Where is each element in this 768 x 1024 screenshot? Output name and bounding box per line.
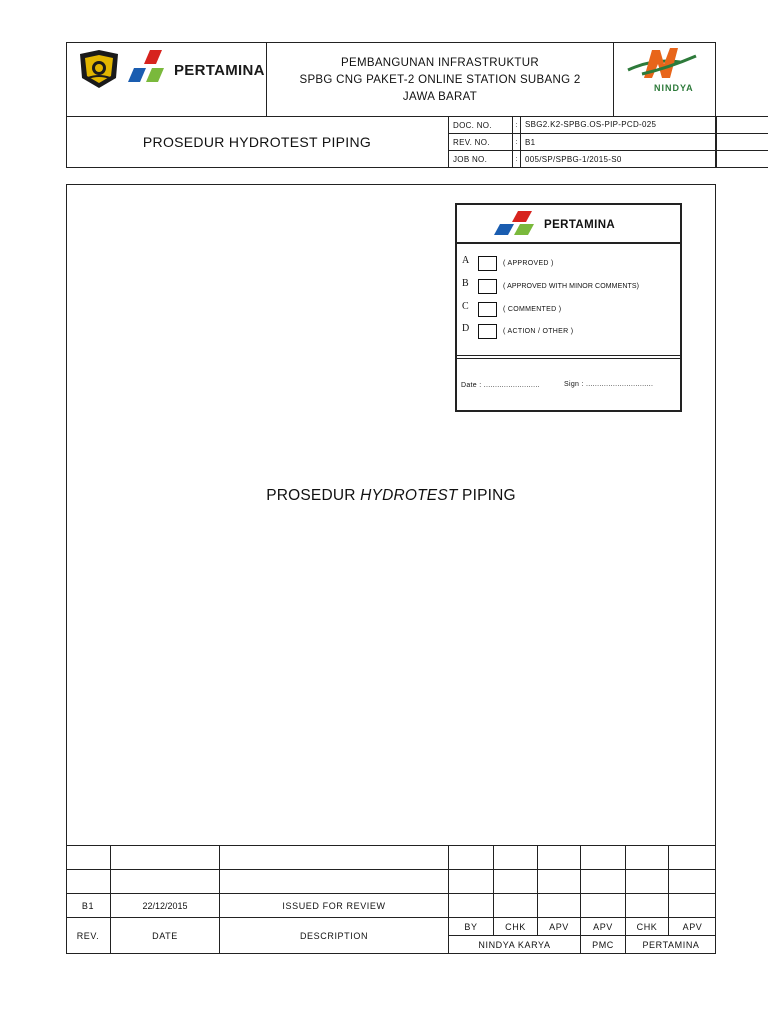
- option-b-letter: B: [462, 278, 469, 289]
- rev-header-date: DATE: [152, 931, 178, 941]
- sign-col-apv-3: APV: [682, 921, 703, 932]
- job-no-value: 005/SP/SPBG-1/2015-S0: [525, 154, 622, 164]
- project-title-line-3: JAWA BARAT: [402, 90, 478, 103]
- main-title: [66, 484, 716, 508]
- approval-option-a[interactable]: [460, 254, 675, 274]
- sign-col-apv-2: APV: [593, 921, 613, 932]
- rev-no-sep: :: [515, 138, 518, 146]
- doc-no-sep: :: [515, 122, 518, 129]
- sign-col-chk-2: CHK: [636, 921, 658, 932]
- sign-col-chk-1: CHK: [505, 921, 526, 932]
- option-b-label: ( APPROVED WITH MINOR COMMENTS): [503, 283, 640, 290]
- option-d-label: ( ACTION / OTHER ): [503, 328, 574, 335]
- main-title-prefix: PROSEDUR: [266, 487, 361, 504]
- main-title-italic: HYDROTEST: [360, 487, 458, 504]
- pertamina-logo-icon: [128, 48, 170, 86]
- sign-col-by: BY: [464, 921, 478, 932]
- approval-option-d[interactable]: [460, 322, 675, 342]
- option-a-checkbox[interactable]: [478, 256, 497, 271]
- option-a-label: ( APPROVED ): [503, 260, 554, 267]
- pertamina-logo: [128, 48, 263, 88]
- rev-header-description: DESCRIPTION: [299, 931, 369, 941]
- pertamina-logo-text: PERTAMINA: [174, 62, 265, 79]
- rev-row-b1-rev: B1: [81, 900, 95, 911]
- job-no-sep: :: [515, 155, 518, 163]
- option-c-letter: C: [462, 301, 469, 312]
- doc-no-label: DOC. NO.: [453, 121, 492, 130]
- option-d-checkbox[interactable]: [478, 324, 497, 339]
- main-title-suffix: PIPING: [457, 487, 516, 504]
- group-nindya-karya: NINDYA KARYA: [478, 940, 551, 950]
- government-seal-icon: [74, 48, 124, 90]
- doc-no-value: SBG2.K2-SPBG.OS-PIP-PCD-025: [525, 120, 657, 129]
- approval-date-field[interactable]: Date : .........................: [461, 382, 540, 389]
- approval-option-c[interactable]: [460, 300, 675, 320]
- option-c-checkbox[interactable]: [478, 302, 497, 317]
- job-no-label: JOB NO.: [453, 154, 488, 164]
- project-title-line-2: SPBG CNG PAKET-2 ONLINE STATION SUBANG 2: [299, 73, 581, 86]
- approval-option-b[interactable]: [460, 277, 675, 297]
- rev-row-b1-description: ISSUED FOR REVIEW: [282, 900, 386, 911]
- approval-sign-field[interactable]: Sign : ..............................: [564, 381, 654, 388]
- option-c-label: ( COMMENTED ): [503, 306, 562, 313]
- option-b-checkbox[interactable]: [478, 279, 497, 294]
- doc-title: PROSEDUR HYDROTEST PIPING: [142, 134, 372, 150]
- sign-col-apv-1: APV: [549, 921, 569, 932]
- option-d-letter: D: [462, 323, 470, 334]
- nindya-logo: [624, 44, 704, 98]
- rev-header-rev: REV.: [76, 931, 100, 941]
- project-title-line-1: PEMBANGUNAN INFRASTRUKTUR: [341, 56, 539, 69]
- approval-pertamina-logo: [492, 209, 632, 239]
- rev-row-b1-date: 22/12/2015: [142, 900, 188, 911]
- group-pertamina: PERTAMINA: [642, 940, 700, 950]
- project-title: [267, 50, 613, 110]
- rev-no-label: REV. NO.: [453, 137, 490, 147]
- approval-pertamina-logo-icon: [492, 209, 542, 237]
- nindya-logo-icon: [624, 44, 704, 86]
- approval-logo-text: PERTAMINA: [544, 219, 616, 231]
- option-a-letter: A: [462, 255, 470, 266]
- rev-no-value: B1: [525, 137, 536, 147]
- group-pmc: PMC: [592, 940, 614, 950]
- nindya-logo-text: NINDYA: [654, 83, 694, 93]
